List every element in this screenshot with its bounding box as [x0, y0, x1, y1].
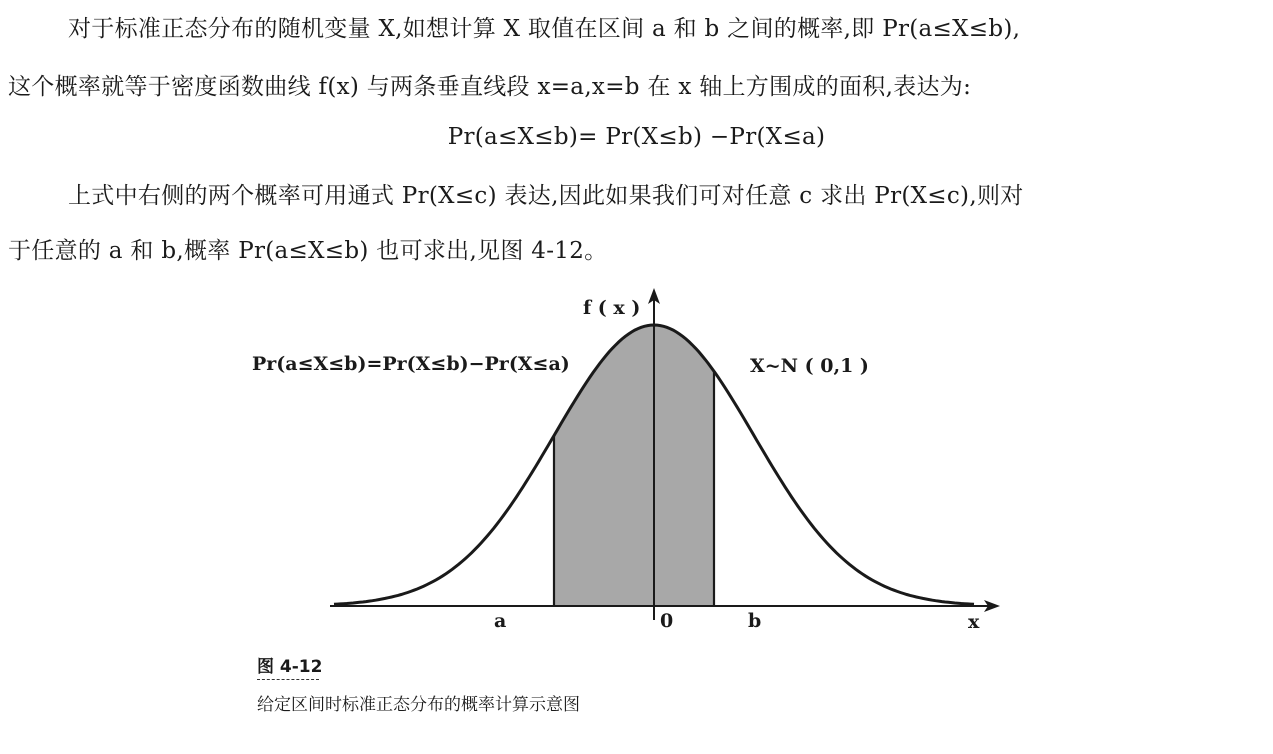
- distribution-label: X~N ( 0,1 ): [750, 355, 869, 377]
- paragraph1-line2: 这个概率就等于密度函数曲线 f(x) 与两条垂直线段 x=a,x=b 在 x 轴上方围成的面积,表达为:: [8, 74, 972, 100]
- normal-distribution-figure: [0, 282, 1273, 662]
- tick-label-zero: 0: [660, 610, 674, 632]
- figure-formula-label: Pr(a≤X≤b)=Pr(X≤b)−Pr(X≤a): [252, 353, 570, 375]
- tick-label-b: b: [748, 610, 762, 632]
- tick-label-a: a: [494, 610, 507, 632]
- y-axis-label: f ( x ): [583, 297, 641, 319]
- figure-number: 图 4-12: [257, 657, 323, 677]
- figure-caption: 给定区间时标准正态分布的概率计算示意图: [257, 695, 580, 715]
- formula-line: Pr(a≤X≤b)= Pr(X≤b) −Pr(X≤a): [447, 124, 826, 150]
- paragraph1-line1: 对于标准正态分布的随机变量 X,如想计算 X 取值在区间 a 和 b 之间的概率,即 Pr(a≤X≤b),: [68, 16, 1021, 42]
- paragraph2-line1: 上式中右侧的两个概率可用通式 Pr(X≤c) 表达,因此如果我们可对任意 c 求出 Pr(X≤c),则对: [68, 183, 1024, 209]
- caption-divider: [257, 679, 319, 680]
- x-axis-label: x: [968, 611, 980, 633]
- shaded-probability-area: [554, 325, 714, 606]
- paragraph2-line2: 于任意的 a 和 b,概率 Pr(a≤X≤b) 也可求出,见图 4-12。: [8, 238, 608, 264]
